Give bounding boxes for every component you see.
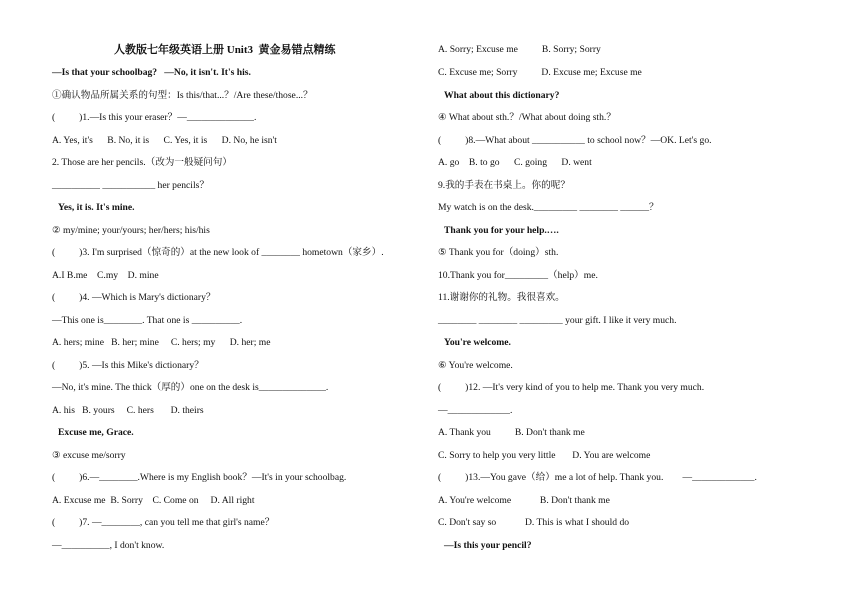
question-7: ( )7. —________, can you tell me that girl's name？ bbox=[52, 517, 275, 528]
key-sentence-1: —Is that your schoolbag? —No, it isn't. It's his. bbox=[52, 67, 251, 78]
grammar-point-4: ④ What about sth.？/What about doing sth.？ bbox=[438, 112, 616, 123]
question-1: ( )1.—Is this your eraser？—______________. bbox=[52, 112, 257, 123]
question-12-options-ab: A. Thank you B. Don't thank me bbox=[438, 427, 585, 438]
key-sentence-4: What about this dictionary? bbox=[444, 90, 560, 101]
key-sentence-3: Excuse me, Grace. bbox=[58, 427, 134, 438]
question-9-blank: My watch is on the desk._________ ________ ______？ bbox=[438, 202, 659, 213]
question-13-options-ab: A. You're welcome B. Don't thank me bbox=[438, 495, 610, 506]
question-6: ( )6.—________.Where is my English book？—It's in your schoolbag. bbox=[52, 472, 347, 483]
grammar-point-3: ③ excuse me/sorry bbox=[52, 450, 126, 461]
question-3: ( )3. I'm surprised（惊奇的）at the new look of ________ hometown（家乡）. bbox=[52, 247, 384, 258]
question-13: ( )13.—You gave（给）me a lot of help. Thank you. —_____________. bbox=[438, 472, 757, 483]
question-11-blank: ________ ________ _________ your gift. I like it very much. bbox=[438, 315, 677, 326]
question-2-blank: __________ ___________ her pencils？ bbox=[52, 180, 209, 191]
grammar-point-5: ⑤ Thank you for（doing）sth. bbox=[438, 247, 559, 258]
question-12-blank: —_____________. bbox=[438, 405, 513, 416]
question-5-dialog: —No, it's mine. The thick（厚的）one on the desk is______________. bbox=[52, 382, 329, 393]
question-7-dialog: —__________, I don't know. bbox=[52, 540, 165, 551]
question-4: ( )4. —Which is Mary's dictionary？ bbox=[52, 292, 216, 303]
question-7-options-cd: C. Excuse me; Sorry D. Excuse me; Excuse me bbox=[438, 67, 642, 78]
grammar-point-6: ⑥ You're welcome. bbox=[438, 360, 513, 371]
page-title: 人教版七年级英语上册 Unit3 黄金易错点精练 bbox=[114, 44, 336, 56]
key-sentence-6: You're welcome. bbox=[444, 337, 511, 348]
question-8: ( )8.—What about ___________ to school now？—OK. Let's go. bbox=[438, 135, 712, 146]
question-11: 11.谢谢你的礼物。我很喜欢。 bbox=[438, 292, 565, 303]
question-8-options: A. go B. to go C. going D. went bbox=[438, 157, 592, 168]
question-2: 2. Those are her pencils.（改为一般疑问句） bbox=[52, 157, 232, 168]
question-5-options: A. his B. yours C. hers D. theirs bbox=[52, 405, 204, 416]
grammar-point-2: ② my/mine; your/yours; her/hers; his/his bbox=[52, 225, 210, 236]
question-3-options: A.I B.me C.my D. mine bbox=[52, 270, 159, 281]
question-10: 10.Thank you for_________（help）me. bbox=[438, 270, 598, 281]
question-13-options-cd: C. Don't say so D. This is what I should do bbox=[438, 517, 630, 528]
question-9: 9.我的手表在书桌上。你的呢？ bbox=[438, 180, 570, 191]
key-sentence-2: Yes, it is. It's mine. bbox=[58, 202, 135, 213]
question-4-options: A. hers; mine B. her; mine C. hers; my D. her; me bbox=[52, 337, 271, 348]
question-7-options-ab: A. Sorry; Excuse me B. Sorry; Sorry bbox=[438, 44, 601, 55]
question-1-options: A. Yes, it's B. No, it is C. Yes, it is D. No, he isn't bbox=[52, 135, 277, 146]
question-12: ( )12. —It's very kind of you to help me. Thank you very much. bbox=[438, 382, 705, 393]
grammar-point-1: ①确认物品所属关系的句型：Is this/that...？/Are these/those...？ bbox=[52, 90, 313, 101]
question-4-dialog: —This one is________. That one is __________. bbox=[52, 315, 243, 326]
key-sentence-7: —Is this your pencil? bbox=[444, 540, 532, 551]
key-sentence-5: Thank you for your help.…. bbox=[444, 225, 559, 236]
question-5: ( )5. —Is this Mike's dictionary？ bbox=[52, 360, 204, 371]
question-6-options: A. Excuse me B. Sorry C. Come on D. All right bbox=[52, 495, 255, 506]
question-12-options-cd: C. Sorry to help you very little D. You are welcome bbox=[438, 450, 651, 461]
